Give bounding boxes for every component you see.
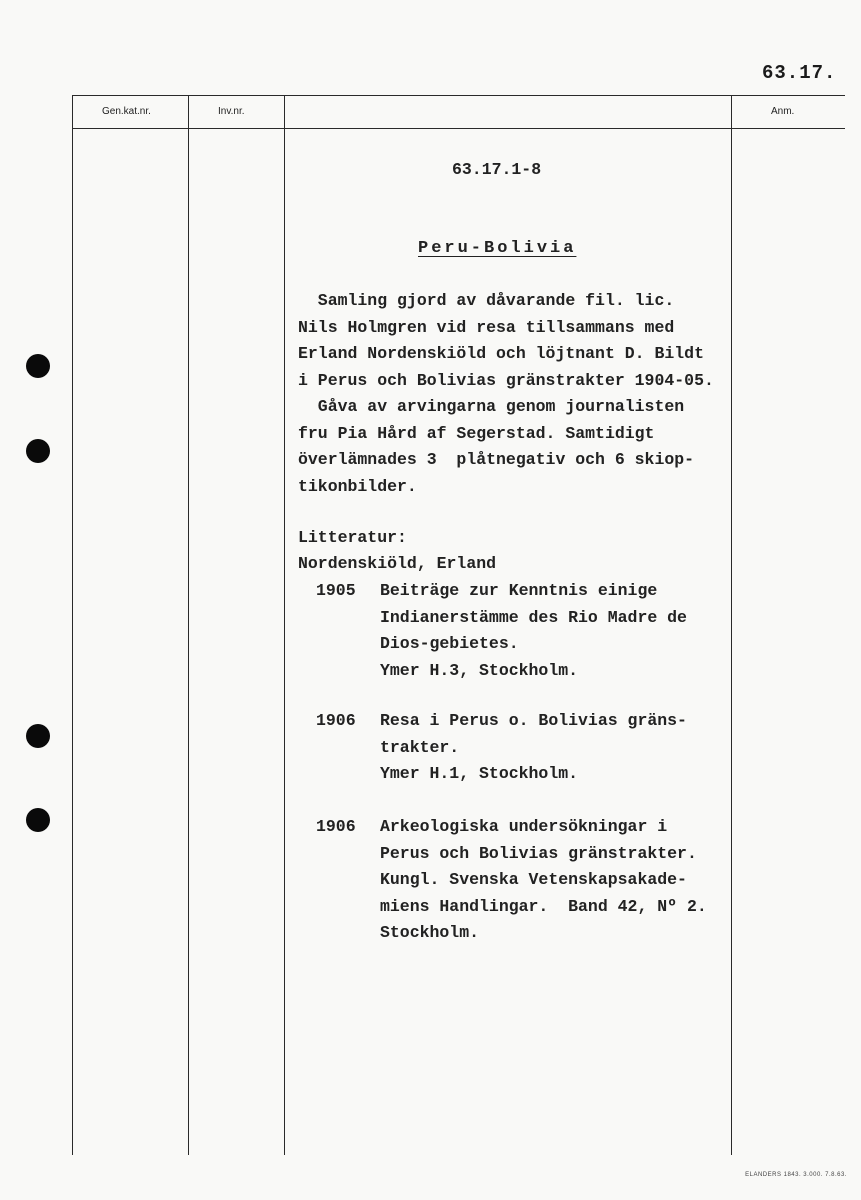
description-line: Samling gjord av dåvarande fil. lic. bbox=[298, 291, 675, 310]
reference-entry bbox=[380, 708, 687, 788]
reference-line: Ymer H.1, Stockholm. bbox=[380, 764, 579, 783]
reference-line: Arkeologiska undersökningar i bbox=[380, 817, 668, 836]
reference-year: 1906 bbox=[316, 817, 356, 836]
reference-line: Perus och Bolivias gränstrakter. bbox=[380, 843, 697, 863]
literature-heading: Litteratur: bbox=[298, 528, 407, 547]
reference-line: Beiträge zur Kenntnis einige bbox=[380, 581, 658, 600]
title-text: Peru-Bolivia bbox=[418, 239, 577, 258]
description-block bbox=[298, 288, 714, 500]
reference-line: Resa i Perus o. Bolivias gräns- bbox=[380, 711, 687, 730]
reference-line: Indianerstämme des Rio Madre de bbox=[380, 607, 687, 627]
reference-entry bbox=[380, 814, 707, 947]
description-line: fru Pia Hård af Segerstad. Samtidigt bbox=[298, 423, 655, 443]
punch-hole bbox=[26, 354, 50, 378]
description-line: tikonbilder. bbox=[298, 476, 417, 496]
description-line: Nils Holmgren vid resa tillsammans med bbox=[298, 317, 675, 337]
column-header-gen-kat-nr: Gen.kat.nr. bbox=[102, 106, 151, 117]
reference-line: Dios-gebietes. bbox=[380, 634, 519, 653]
reference-entry bbox=[380, 578, 687, 684]
description-line: Erland Nordenskiöld och löjtnant D. Bildt bbox=[298, 344, 704, 363]
reference-line: Ymer H.3, Stockholm. bbox=[380, 660, 579, 680]
reference-year: 1905 bbox=[316, 581, 356, 600]
literature-author: Nordenskiöld, Erland bbox=[298, 554, 497, 573]
punch-hole bbox=[26, 724, 50, 748]
reference-line: miens Handlingar. Band 42, Nº 2. bbox=[380, 896, 707, 916]
reference-year: 1906 bbox=[316, 711, 356, 730]
inv-nr-divider bbox=[284, 95, 285, 1155]
punch-hole bbox=[26, 439, 50, 463]
column-header-anm: Anm. bbox=[771, 106, 795, 117]
reference-line: Kungl. Svenska Vetenskapsakade- bbox=[380, 870, 687, 889]
reference-line: Stockholm. bbox=[380, 923, 480, 942]
catalog-number: 63.17.1-8 bbox=[452, 160, 542, 179]
punch-hole bbox=[26, 808, 50, 832]
anm-divider bbox=[731, 95, 732, 1155]
description-line: Gåva av arvingarna genom journalisten bbox=[298, 397, 685, 416]
left-border bbox=[72, 95, 73, 1155]
description-line: överlämnades 3 plåtnegativ och 6 skiop- bbox=[298, 450, 695, 469]
gen-kat-divider bbox=[188, 95, 189, 1155]
description-line: i Perus och Bolivias gränstrakter 1904-05. bbox=[298, 370, 714, 390]
document-title bbox=[418, 236, 576, 263]
page-number: 63.17. bbox=[762, 62, 837, 84]
column-header-inv-nr: Inv.nr. bbox=[218, 106, 245, 117]
printer-mark: ELANDERS 1843. 3.000. 7.8.63. bbox=[745, 1172, 847, 1178]
reference-line: trakter. bbox=[380, 737, 460, 757]
